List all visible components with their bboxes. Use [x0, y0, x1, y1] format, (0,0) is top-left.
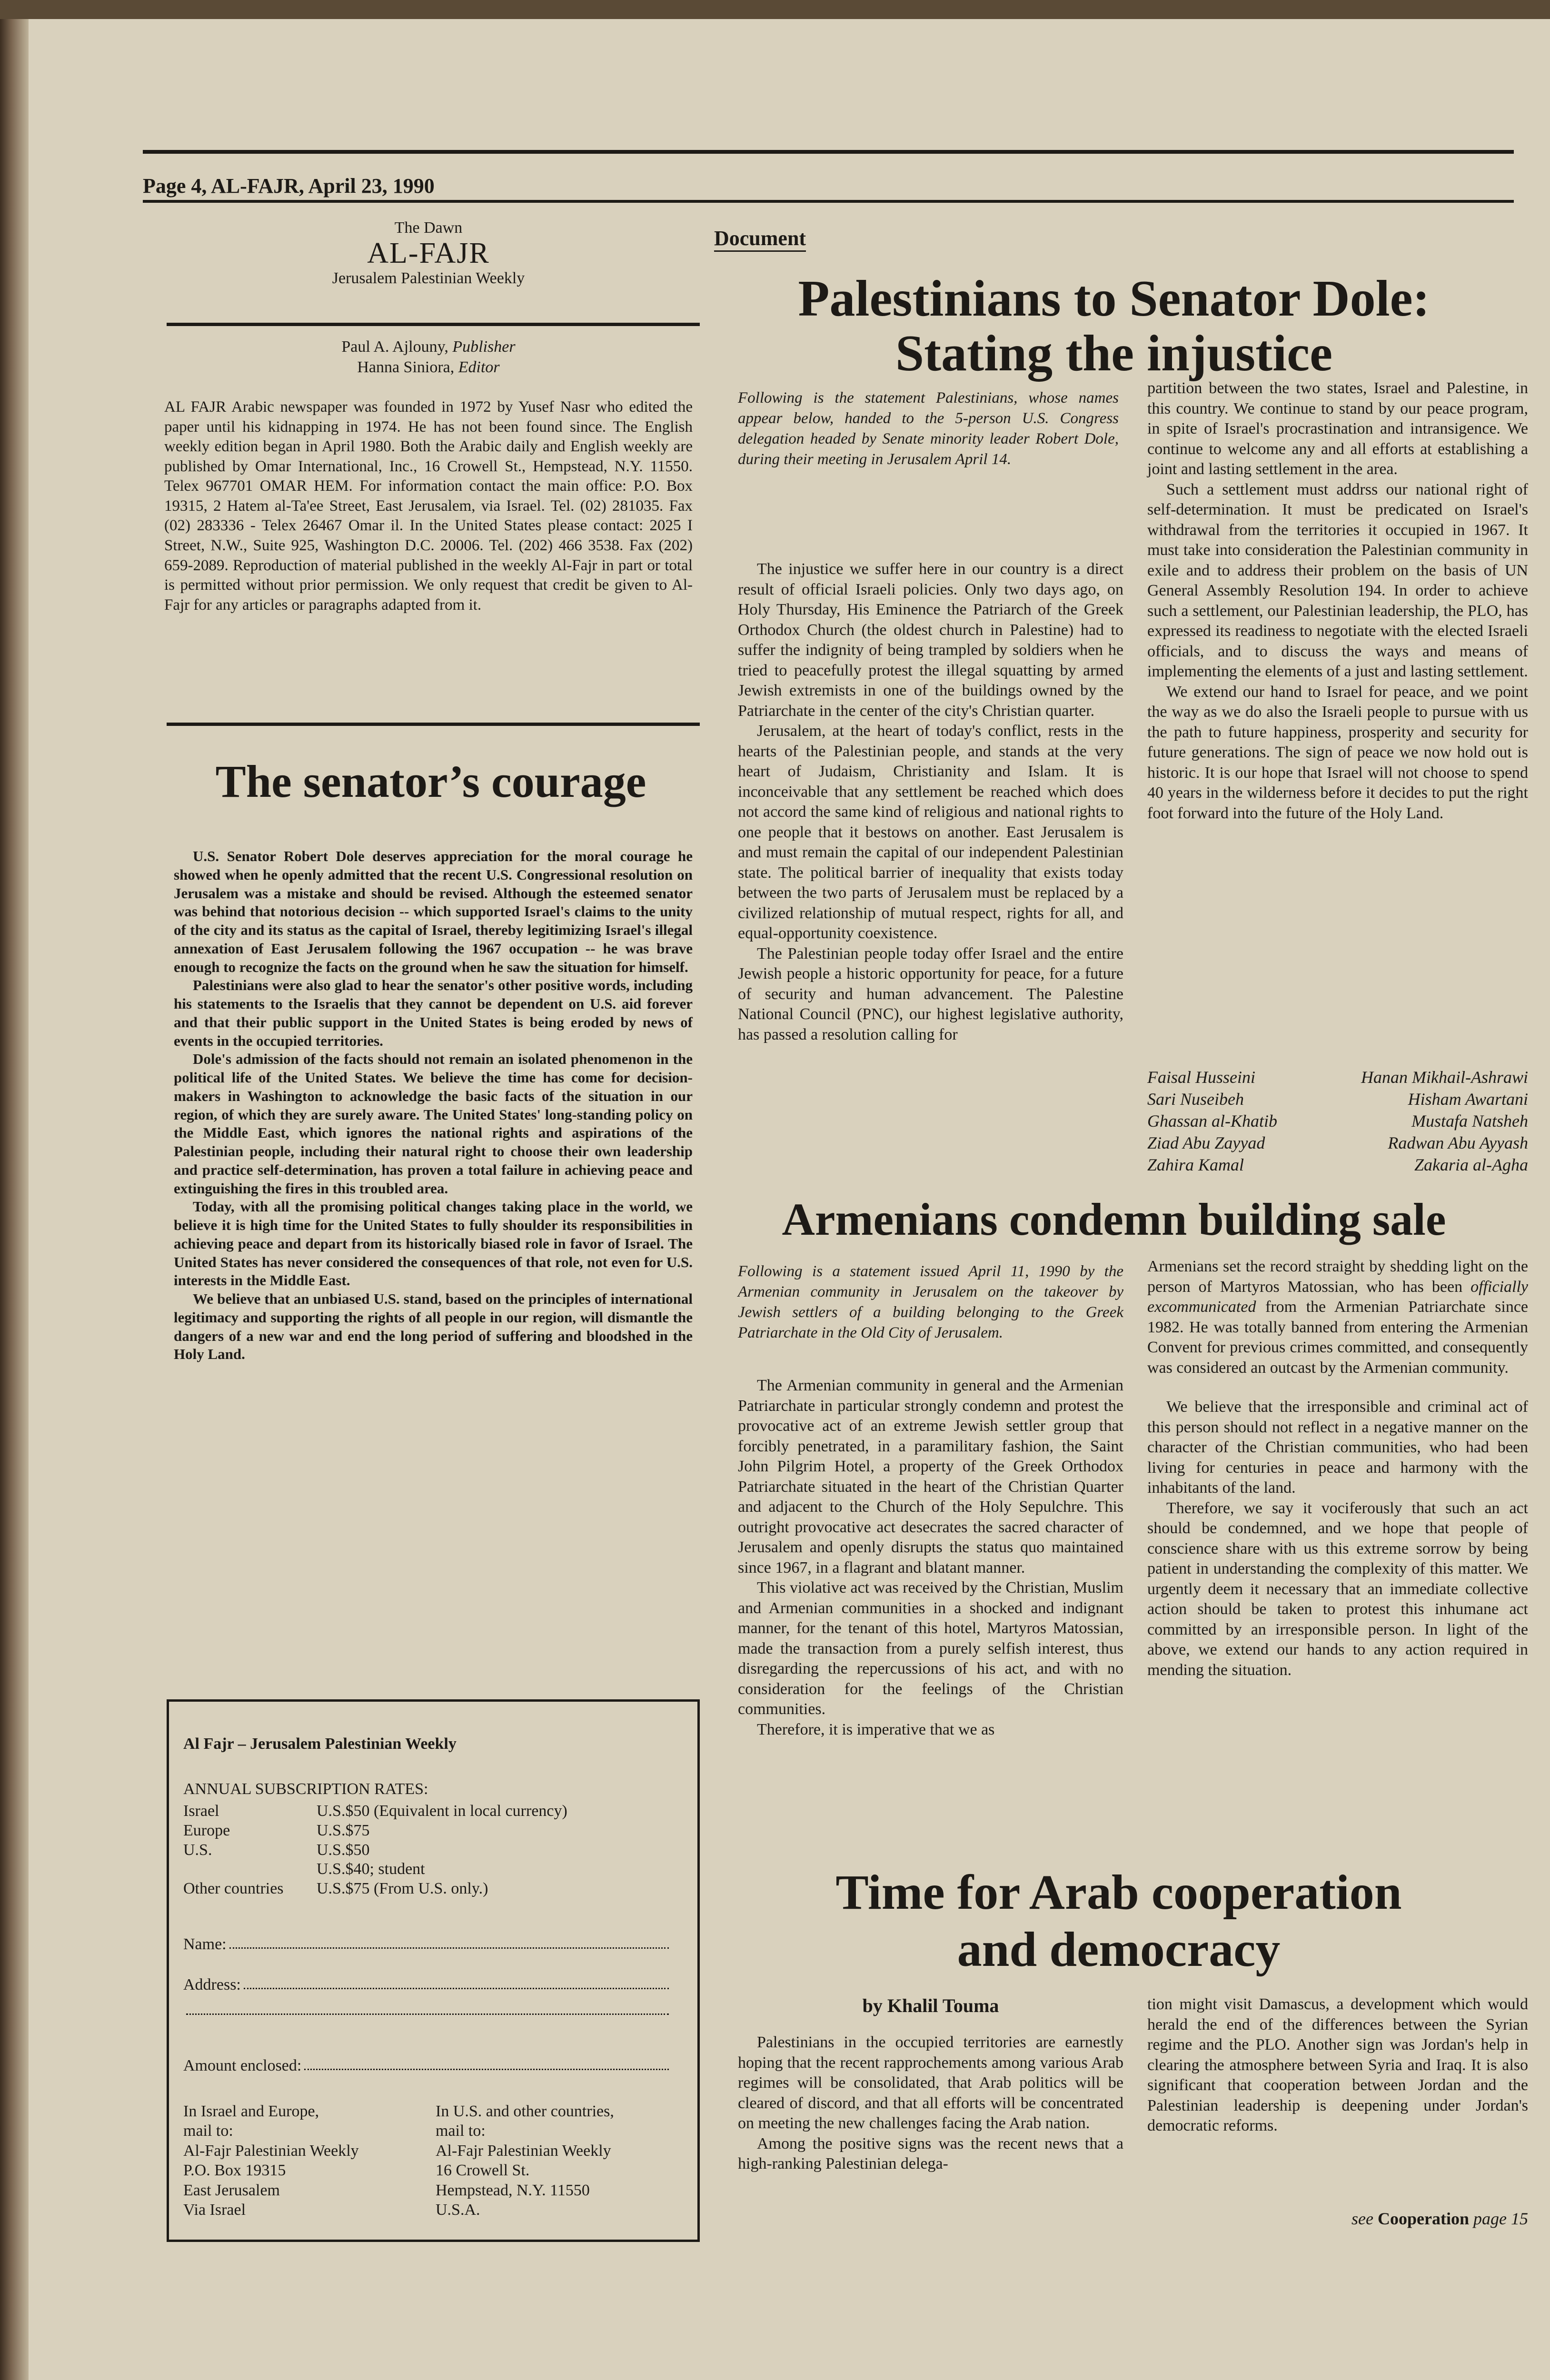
mail-line: East Jerusalem	[183, 2181, 280, 2199]
masthead-tagline: Jerusalem Palestinian Weekly	[332, 269, 525, 288]
document-headline-2: Stating the injustice	[895, 325, 1332, 382]
folio-rule	[143, 200, 1514, 203]
address-line[interactable]	[244, 1975, 669, 1989]
address-field[interactable]	[183, 1975, 669, 1995]
editor-name: Hanna Siniora,	[357, 358, 455, 376]
byline: by Khalil Touma	[862, 1995, 999, 2016]
document-column-1	[738, 559, 1123, 1045]
mail-line: In Israel and Europe,	[183, 2102, 319, 2120]
signatories-left	[1147, 1066, 1347, 1176]
newspaper-page	[29, 19, 1550, 2380]
rates-heading: ANNUAL SUBSCRIPTION RATES:	[183, 1780, 428, 1798]
armenian-emphasis: officially excommunicated	[1147, 1278, 1529, 1316]
address-field-2[interactable]	[183, 2013, 669, 2021]
staff-box	[162, 337, 695, 377]
cooperation-paragraph: tion might visit Damascus, a development which would herald the end of the differences between the Syrian regime and the PLO. Another sign was Jordan's help in clearing the atmosphere between Syria and Iraq. It is also significant that cooperation between Jordan and the Palestinian leadership is deepening under Jordan's democratic reforms.	[1147, 1995, 1528, 2134]
amount-field[interactable]	[183, 2056, 669, 2076]
armenian-column-2	[1147, 1257, 1528, 1680]
rate-price: U.S.$75 (From U.S. only.)	[317, 1880, 488, 1898]
continued-see: see	[1351, 2209, 1374, 2228]
cooperation-column-1	[738, 2033, 1123, 2174]
mail-to-us	[436, 2102, 683, 2220]
page-folio: Page 4, AL-FAJR, April 23, 1990	[143, 174, 435, 198]
editorial-paragraph: Dole's admission of the facts should not remain an isolated phenomenon in the political life of the United States. We believe the time has come for decision-makers in Washington to acknowledge the basic facts of the situation in our region, of which they are surely aware. The United States' long-standing policy on the Middle East, which ignores the national rights and aspirations of the Palestinian people, including their natural right to choose their own leadership and practice self-determination, has proven a total failure in achieving peace and extinguishing the fires in this troubled area.	[174, 1051, 693, 1197]
signatories-right	[1333, 1066, 1528, 1176]
book-binding	[0, 19, 29, 2380]
rate-region	[183, 1860, 317, 1879]
editorial-headline: The senator’s courage	[215, 756, 646, 807]
rate-price: U.S.$75	[317, 1821, 370, 1839]
cooperation-column-2	[1147, 1994, 1528, 2136]
editorial-paragraph: We believe that an unbiased U.S. stand, based on the principles of international legitimacy and supporting the rights of all people in our region, will dismantle the dangers of a new war and end the long period of suffering and bloodshed in the Holy Land.	[174, 1290, 693, 1363]
masthead-name: AL-FAJR	[367, 237, 490, 269]
continued-word: Cooperation	[1378, 2209, 1470, 2228]
editor-role: Editor	[458, 358, 500, 376]
mail-line: Al-Fajr Palestinian Weekly	[436, 2142, 611, 2160]
document-paragraph: Such a settlement must addrss our national right of self-determination. It must be predicated on Israel's withdrawal from the territories it occupied in 1967. It must take into consideration the Palestinian community in exile and to address their problem on the basis of UN General Assembly Resolution 194. In order to achieve such a settlement, our Palestinian leadership, the PLO, has expressed its readiness to negotiate with the elected Israeli officials, and to discuss the ways and means of implementing the elements of a just and lasting settlement.	[1147, 480, 1528, 680]
rate-row	[183, 1879, 688, 1899]
cooperation-paragraph: Palestinians in the occupied territories are earnestly hoping that the recent rapprochements among various Arab regimes will be consolidated, that Arab politics will be cleared of discord, and that all efforts will be concentrated on meeting the new challenges facing the Arab nation.	[738, 2033, 1123, 2132]
rate-price: U.S.$50	[317, 1841, 370, 1859]
document-paragraph: The Palestinian people today offer Israel and the entire Jewish people a historic opportunity for peace, for a future of security and human advancement. The Palestine National Council (PNC), our highest legislative authority, has passed a resolution calling for	[738, 944, 1123, 1043]
editorial-paragraph: Palestinians were also glad to hear the senator's other positive words, including his statements to the Israelis that they cannot be dependent on U.S. aid forever and that their public support in the United States is being eroded by news of events in the occupied territories.	[174, 977, 693, 1049]
signatory: Sari Nuseibeh	[1147, 1090, 1244, 1109]
mail-line: In U.S. and other countries,	[436, 2102, 614, 2120]
mail-line: 16 Crowell St.	[436, 2162, 530, 2180]
rates-table	[183, 1802, 688, 1899]
mail-line: mail to:	[183, 2122, 233, 2140]
armenian-paragraph: The Armenian community in general and the Armenian Patriarchate in particular strongly condemn and protest the provocative act of an extreme Jewish settler group that forcibly penetrated, in a paramilitary fashion, the Saint John Pilgrim Hotel, a property of the Greek Orthodox Patriarchate situated in the heart of the Christian Quarter and adjacent to the Church of the Holy Sepulchre. This outright provocative act desecrates the sacred character of Jerusalem and openly disrupts the status quo maintained since 1967, in a flagrant and blatant manner.	[738, 1377, 1123, 1577]
top-rule	[143, 150, 1514, 154]
name-field[interactable]	[183, 1935, 669, 1954]
rate-region: Israel	[183, 1802, 219, 1820]
amount-label: Amount enclosed:	[183, 2057, 302, 2074]
section-label: Document	[714, 226, 806, 252]
document-paragraph: We extend our hand to Israel for peace, and we point the way as we do also the Israeli people to pursue with us the path to future happiness, prosperity and security for future generations. The sign of peace we now hold out is historic. It is our hope that Israel will not choose to spend 40 years in the wilderness before it decides to put the right foot forward into the future of the Holy Land.	[1147, 683, 1528, 822]
armenian-paragraph: This violative act was received by the Christian, Muslim and Armenian communities in a shocked and indignant manner, for the tenant of this hotel, Martyros Matossian, made the transaction from a purely selfish interest, thus disregarding the repercussions of his act, and with no consideration for the feelings of the Christian communities.	[738, 1579, 1123, 1718]
cooperation-headline-1: Time for Arab cooperation	[835, 1865, 1402, 1920]
mail-line: U.S.A.	[436, 2201, 480, 2219]
document-paragraph: partition between the two states, Israel and Palestine, in this country. We continue to stand by our peace program, in spite of Israel's procrastination and intransigence. We continue to welcome any and all efforts at establishing a joint and lasting settlement in the area.	[1147, 379, 1528, 478]
cooperation-paragraph: Among the positive signs was the recent news that a high-ranking Palestinian delega-	[738, 2134, 1123, 2172]
rate-row	[183, 1841, 688, 1860]
armenian-dek: Following is a statement issued April 11, 1990 by the Armenian community in Jerusalem on the takeover by Jewish settlers of a building belonging to the Greek Patriarchate in the Old City of Jerusalem.	[738, 1263, 1123, 1341]
signatory: Radwan Abu Ayyash	[1388, 1133, 1528, 1153]
rate-price: U.S.$50 (Equivalent in local currency)	[317, 1802, 567, 1820]
about-rule	[167, 723, 700, 726]
document-headline-1: Palestinians to Senator Dole:	[798, 270, 1430, 327]
masthead	[162, 219, 695, 288]
mail-line: Hempstead, N.Y. 11550	[436, 2181, 590, 2199]
signatory: Zahira Kamal	[1147, 1155, 1244, 1175]
address-line-2[interactable]	[186, 2013, 669, 2015]
signatory: Hisham Awartani	[1408, 1090, 1528, 1109]
editorial-paragraph: Today, with all the promising political changes taking place in the world, we believe it is high time for the United States to fully shoulder its responsibilities in achieving peace and depart from its historically biased role in favor of Israel. The United States has never considered the consequences of that role, not even for U.S. interests in the Middle East.	[174, 1198, 693, 1289]
about-paragraph: AL FAJR Arabic newspaper was founded in 1972 by Yusef Nasr who edited the paper until his kidnapping in 1974. He has not been found since. The English weekly edition began in April 1980. Both the Arabic daily and English weekly are published by Omar International, Inc., 16 Crowell St., Hempstead, N.Y. 11550. Telex 967701 OMAR HEM. For information contact the main office: P.O. Box 19315, 2 Hatem al-Ta'ee Street, East Jerusalem, via Israel. Tel. (02) 281035. Fax (02) 283336 - Telex 26467 Omar il. In the United States please contact: 2025 I Street, N.W., Suite 925, Washington D.C. 20006. Tel. (202) 466 3538. Fax (202) 659-2089. Reproduction of material published in the weekly Al-Fajr in part or total is permitted without prior permission. We only request that credit be given to Al-Fajr for any articles or paragraphs adapted from it.	[164, 398, 693, 614]
rate-region: U.S.	[183, 1841, 212, 1859]
cooperation-headline-2: and democracy	[957, 1922, 1281, 1977]
armenian-paragraph: Therefore, we say it vociferously that such an act should be condemned, and we hope that people of conscience share with us this extreme sorrow by being patient in understanding the complexity of this matter. We urgently deem it necessary that an immediate collective action should be taken to protest this inhumane act committed by an irresponsible person. In light of the above, we extend our hands to any action required in mending the situation.	[1147, 1499, 1528, 1679]
signatory: Ghassan al-Khatib	[1147, 1111, 1278, 1131]
signatory: Ziad Abu Zayyad	[1147, 1133, 1265, 1153]
editorial-body	[174, 847, 693, 1364]
armenian-column-1	[738, 1376, 1123, 1740]
document-dek: Following is the statement Palestinians, whose names appear below, handed to the 5-person U.S. Congress delegation headed by Senate minority leader Robert Dole, during their meeting in Jerusalem April 14.	[738, 389, 1119, 468]
masthead-rule	[167, 323, 700, 326]
rate-row	[183, 1821, 688, 1841]
name-line[interactable]	[229, 1935, 669, 1949]
subscription-box	[167, 1699, 700, 2242]
signatory: Faisal Husseini	[1147, 1068, 1256, 1087]
signatory: Mustafa Natsheh	[1411, 1111, 1528, 1131]
mail-line: Via Israel	[183, 2201, 246, 2219]
masthead-line1: The Dawn	[394, 219, 463, 237]
signatory: Zakaria al-Agha	[1414, 1155, 1528, 1175]
mail-line: Al-Fajr Palestinian Weekly	[183, 2142, 359, 2160]
armenian-headline: Armenians condemn building sale	[782, 1194, 1446, 1245]
amount-line[interactable]	[304, 2056, 669, 2070]
subscription-title: Al Fajr – Jerusalem Palestinian Weekly	[183, 1735, 457, 1753]
rate-row	[183, 1802, 688, 1821]
mail-to-israel	[183, 2102, 431, 2220]
publisher-role: Publisher	[452, 338, 516, 356]
rate-region: Europe	[183, 1821, 230, 1839]
rate-region: Other countries	[183, 1880, 284, 1898]
document-paragraph: Jerusalem, at the heart of today's conflict, rests in the hearts of the Palestinian people, and stands at the very heart of Judaism, Christianity and Islam. It is inconceivable that any settlement be reached which does not accord the same kind of religious and national rights to one people that it bestows on another. East Jerusalem is and must remain the capital of our independent Palestinian state. The political barrier of inequality that exists today between the two parts of Jerusalem must be replaced by a civilized relationship of mutual respect, rights for all, and equal-opportunity coexistence.	[738, 722, 1123, 942]
signatory: Hanan Mikhail-Ashrawi	[1361, 1068, 1528, 1087]
armenian-paragraph: Therefore, it is imperative that we as	[757, 1720, 995, 1738]
publisher-name: Paul A. Ajlouny,	[341, 338, 448, 356]
armenian-text: from the Armenian Patriarchate since 1982. He was totally banned from entering the Armenian Convent for previous crimes committed, and consequently was considered an outcast by the Armenian community.	[1147, 1298, 1528, 1377]
rate-row	[183, 1860, 688, 1879]
armenian-text: Armenians set the record straight by shedding light on the person of Martyros Matossian, who has been	[1147, 1258, 1528, 1296]
editorial-paragraph: U.S. Senator Robert Dole deserves appreciation for the moral courage he showed when he openly admitted that the recent U.S. Congressional resolution on Jerusalem was a mistake and should be revised. Although the esteemed senator was behind that notorious decision -- which supported Israel's claims to the unity of the city and its status as the capital of Israel, thereby legitimizing Israel's illegal annexation of East Jerusalem following the 1967 occupation -- he was brave enough to recognize the facts on the ground when he saw the situation for himself.	[174, 848, 693, 975]
address-label: Address:	[183, 1976, 241, 1993]
document-paragraph: The injustice we suffer here in our country is a direct result of official Israeli policies. Only two days ago, on Holy Thursday, His Eminence the Patriarch of the Greek Orthodox Church (the oldest church in Palestine) had to suffer the indignity of being trampled by soldiers when he tried to peacefully protest the illegal squatting by armed Jewish extremists in one of the buildings owned by the Patriarchate in the center of the city's Christian quarter.	[738, 560, 1123, 720]
continued-on	[1147, 2209, 1528, 2229]
armenian-paragraph: We believe that the irresponsible and criminal act of this person should not reflect in a negative manner on the character of the Christian communities, who had been living for centuries in peace and harmony with the inhabitants of the land.	[1147, 1398, 1528, 1497]
mail-line: mail to:	[436, 2122, 486, 2140]
mail-line: P.O. Box 19315	[183, 2162, 286, 2180]
armenian-paragraph	[1147, 1257, 1528, 1378]
rate-price: U.S.$40; student	[317, 1860, 425, 1878]
document-column-2	[1147, 378, 1528, 823]
name-label: Name:	[183, 1935, 227, 1953]
continued-page: page 15	[1473, 2209, 1528, 2228]
